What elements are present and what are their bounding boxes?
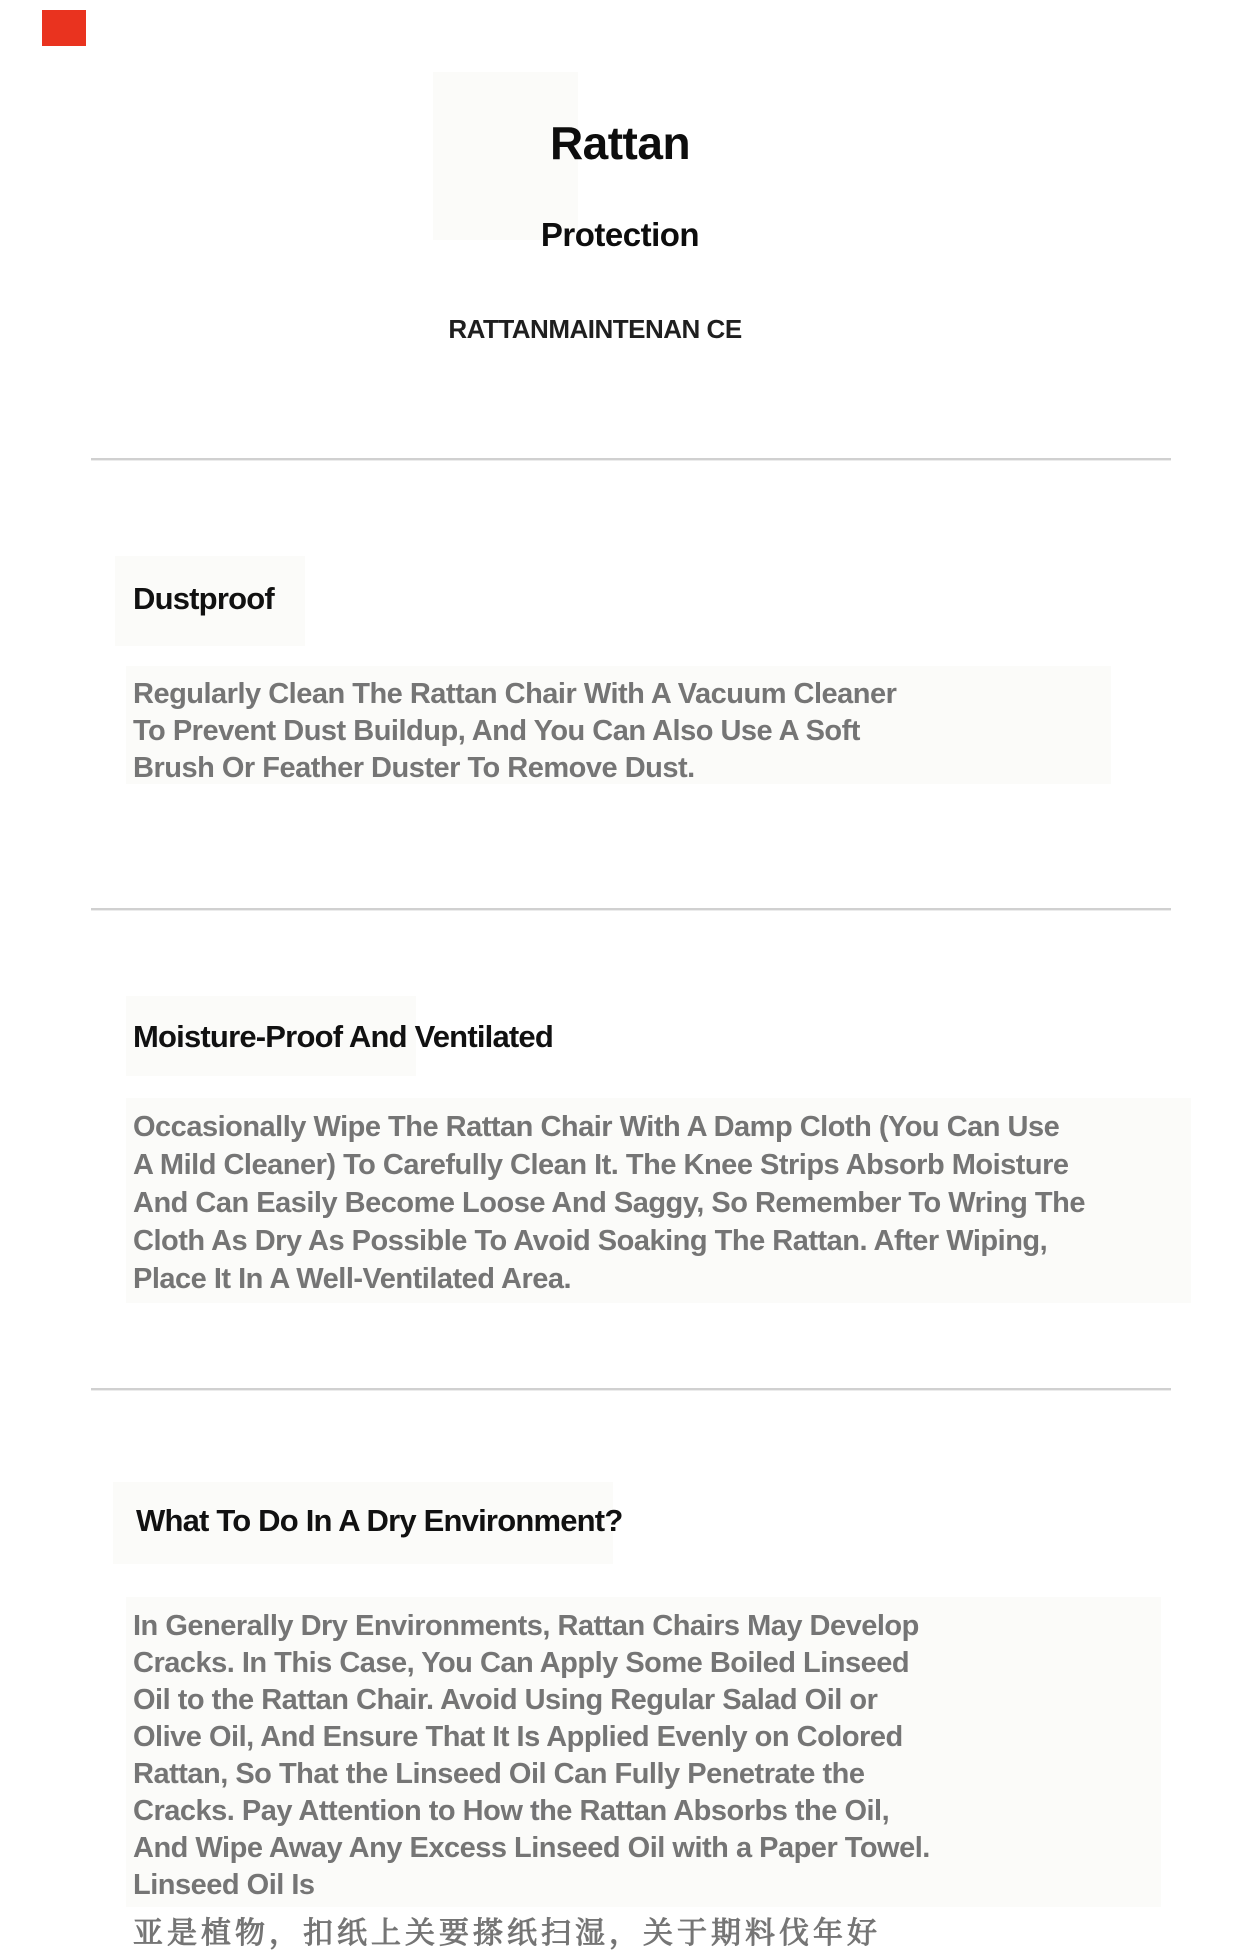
body-line: Place It In A Well-Ventilated Area. <box>133 1263 572 1295</box>
body-line: And Can Easily Become Loose And Saggy, So Remember To Wring The <box>133 1187 1085 1219</box>
body-line: Occasionally Wipe The Rattan Chair With A Damp Cloth (You Can Use <box>133 1111 1060 1143</box>
body-line: Brush Or Feather Duster To Remove Dust. <box>133 752 695 784</box>
body-line: Linseed Oil Is <box>133 1869 315 1901</box>
body-line: Cracks. Pay Attention to How the Rattan Absorbs the Oil, <box>133 1795 890 1827</box>
section-body-dry-environment <box>133 1608 930 1904</box>
body-line: To Prevent Dust Buildup, And You Can Also Use A Soft <box>133 715 860 747</box>
page-tagline: RATTANMAINTENAN CE <box>448 314 742 344</box>
section-heading-dry-environment: What To Do In A Dry Environment? <box>136 1503 623 1538</box>
section-divider <box>91 458 1171 461</box>
clipped-bottom-text: 亚是植物，扣纸上关要搽纸扫湿，关于期料伐年好 <box>133 1917 881 1950</box>
section-divider <box>91 1388 1171 1391</box>
body-line: Oil to the Rattan Chair. Avoid Using Regular Salad Oil or <box>133 1684 878 1716</box>
page-title: Rattan <box>549 117 691 169</box>
recording-indicator <box>42 10 86 46</box>
body-line: In Generally Dry Environments, Rattan Chairs May Develop <box>133 1610 919 1642</box>
body-line: Cracks. In This Case, You Can Apply Some Boiled Linseed <box>133 1647 910 1679</box>
section-heading-dustproof: Dustproof <box>133 581 274 616</box>
body-line: A Mild Cleaner) To Carefully Clean It. The Knee Strips Absorb Moisture <box>133 1149 1069 1181</box>
body-line: Regularly Clean The Rattan Chair With A Vacuum Cleaner <box>133 678 897 710</box>
section-body-moisture-proof <box>133 1108 1085 1298</box>
body-line: Olive Oil, And Ensure That It Is Applied Evenly on Colored <box>133 1721 903 1753</box>
section-body-dustproof <box>133 676 896 787</box>
body-line: Rattan, So That the Linseed Oil Can Fully Penetrate the <box>133 1758 865 1790</box>
page-subtitle: Protection <box>540 216 700 253</box>
section-divider <box>91 908 1171 911</box>
body-line: And Wipe Away Any Excess Linseed Oil with a Paper Towel. <box>133 1832 930 1864</box>
section-heading-moisture-proof: Moisture-Proof And Ventilated <box>133 1019 554 1054</box>
body-line: Cloth As Dry As Possible To Avoid Soaking The Rattan. After Wiping, <box>133 1225 1048 1257</box>
